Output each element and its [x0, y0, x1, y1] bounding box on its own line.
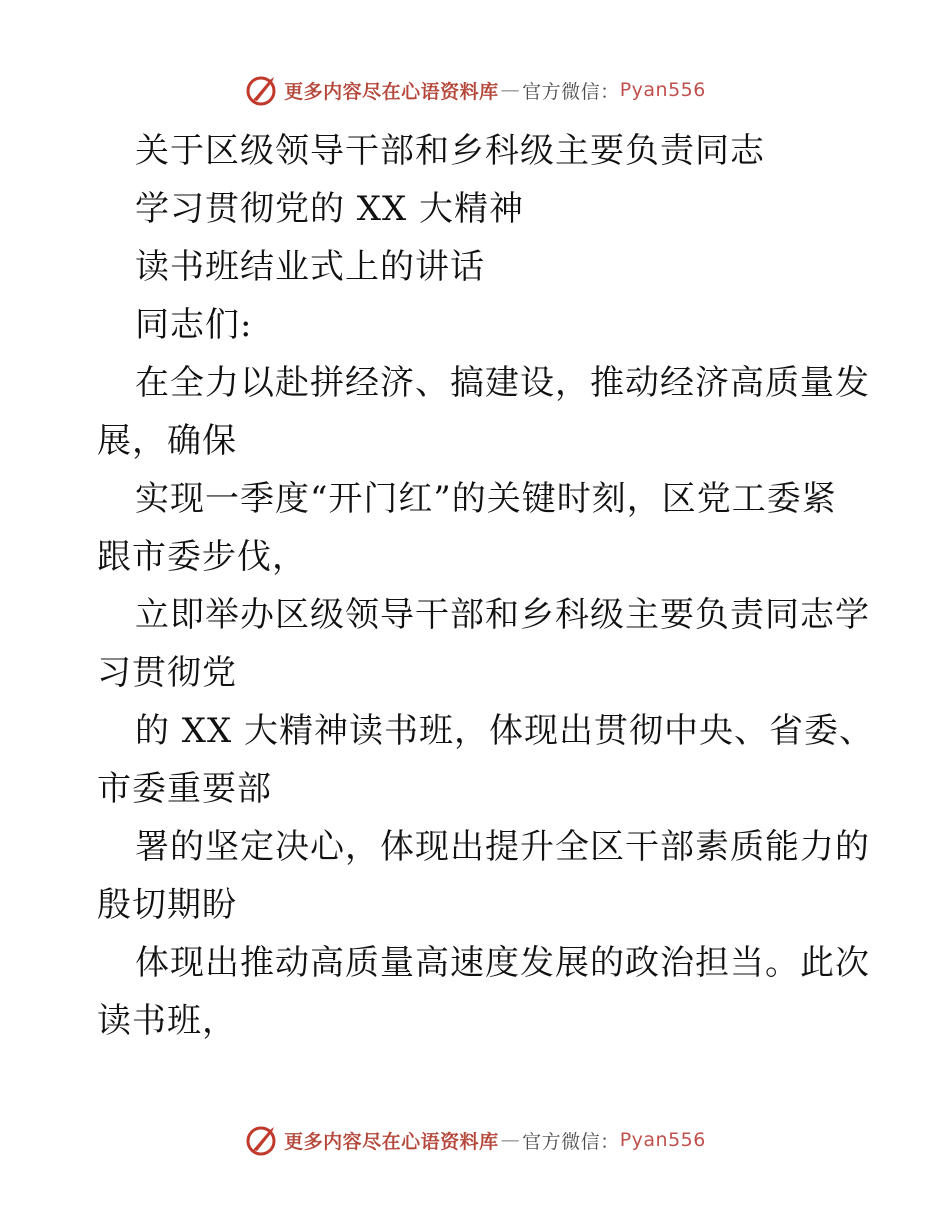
watermark-separator: —: [500, 1129, 521, 1151]
paragraph-line: 市委重要部: [97, 769, 272, 809]
watermark-separator: —: [500, 79, 521, 101]
document-title-line: 读书班结业式上的讲话: [135, 247, 485, 287]
paragraph-line: 殷切期盼: [97, 885, 237, 925]
paragraph-line: 体现出推动高质量高速度发展的政治担当。此次: [135, 943, 870, 983]
paragraph-line: 立即举办区级领导干部和乡科级主要负责同志学: [135, 595, 870, 635]
watermark-wechat-label: 官方微信：: [522, 80, 620, 103]
paragraph-line: 的 XX 大精神读书班，体现出贯彻中央、省委、: [135, 711, 875, 751]
header-watermark: [0, 72, 950, 108]
watermark-text: 更多内容尽在心语资料库: [284, 1130, 499, 1153]
quill-pen-logo-icon: [244, 72, 280, 108]
watermark-text: 更多内容尽在心语资料库: [284, 80, 499, 103]
paragraph-line: 读书班，: [97, 1001, 237, 1041]
footer-watermark: [0, 1122, 950, 1158]
paragraph-line: 署的坚定决心，体现出提升全区干部素质能力的: [135, 827, 870, 867]
paragraph-line: 习贯彻党: [97, 653, 237, 693]
salutation: 同志们:: [135, 305, 253, 345]
quill-pen-logo-icon: [244, 1122, 280, 1158]
paragraph-line: 跟市委步伐，: [97, 537, 307, 577]
paragraph-line: 实现一季度“开门红”的关键时刻，区党工委紧: [135, 479, 837, 519]
paragraph-line: 展，确保: [97, 421, 237, 461]
paragraph-line: 在全力以赴拼经济、搞建设，推动经济高质量发: [135, 363, 870, 403]
document-title-line: 学习贯彻党的 XX 大精神: [135, 189, 525, 229]
watermark-wechat-id: Pyan556: [619, 79, 706, 101]
document-title-line: 关于区级领导干部和乡科级主要负责同志: [135, 131, 765, 171]
watermark-wechat-label: 官方微信：: [522, 1130, 620, 1153]
watermark-wechat-id: Pyan556: [619, 1129, 706, 1151]
document-body: [97, 122, 875, 1050]
